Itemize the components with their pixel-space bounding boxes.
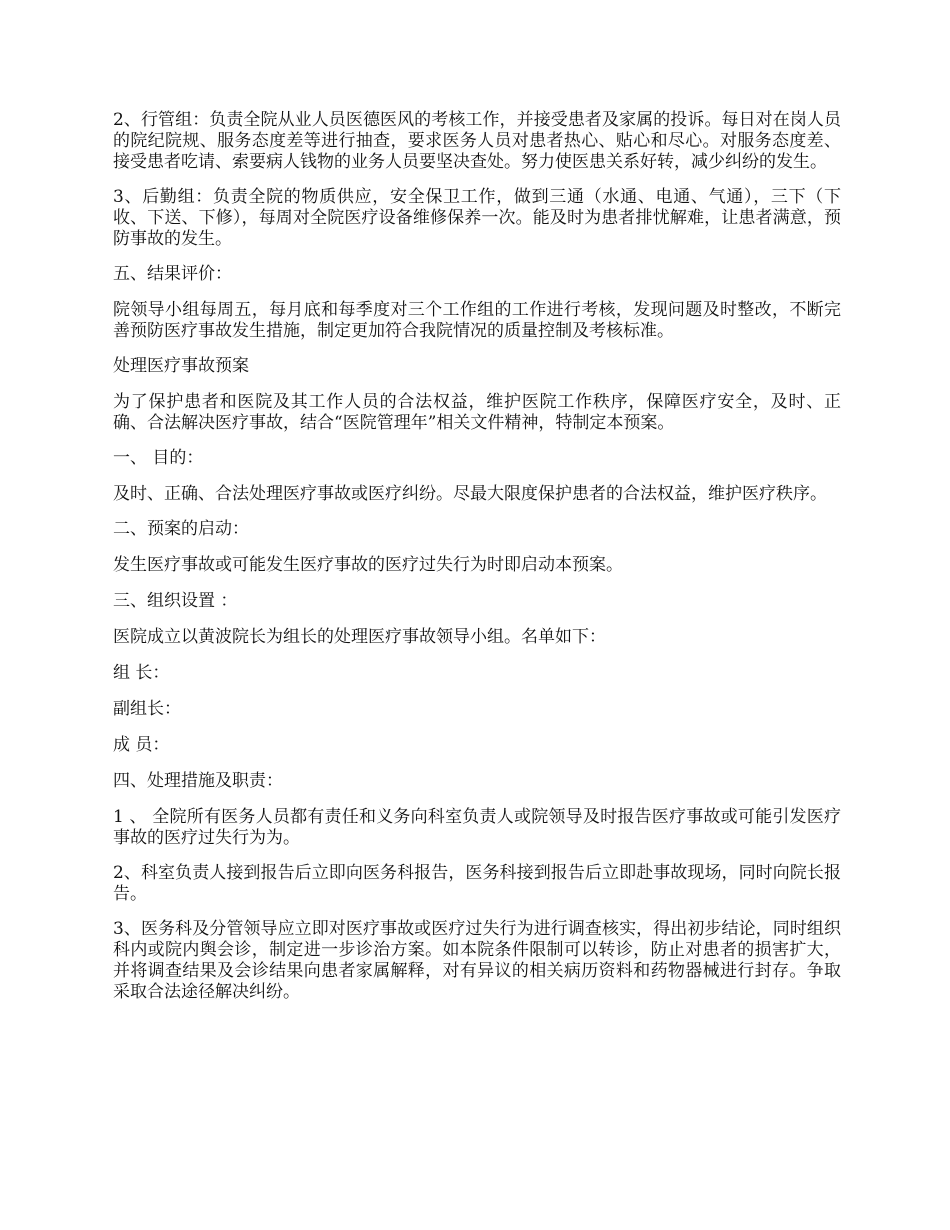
paragraph-measure-3: 3、医务科及分管领导应立即对医疗事故或医疗过失行为进行调查核实，得出初步结论，同时组织科内或院内舆会诊，制定进一步诊治方案。如本院条件限制可以转诊，防止对患者的损害扩大，并将调查结果及会诊结果向患者家属解释，对有异议的相关病历资料和药物器械进行封存。争取采取合法途径解决纠纷。	[113, 919, 841, 1002]
paragraph-measure-1: 1 、 全院所有医务人员都有责任和义务向科室负责人或院领导及时报告医疗事故或可能引发医疗事故的医疗过失行为为。	[113, 807, 841, 848]
paragraph-evaluation-detail: 院领导小组每周五，每月底和每季度对三个工作组的工作进行考核，发现问题及时整改，不断完善预防医疗事故发生措施，制定更加符合我院情况的质量控制及考核标准。	[113, 300, 841, 341]
paragraph-organization: 医院成立以黄波院长为组长的处理医疗事故领导小组。名单如下：	[113, 627, 606, 647]
paragraph-activation: 发生医疗事故或可能发生医疗事故的医疗过失行为时即启动本预案。	[113, 555, 623, 575]
paragraph-plan-intro: 为了保护患者和医院及其工作人员的合法权益，维护医院工作秩序，保障医疗安全，及时、正确、合法解决医疗事故，结合“医院管理年”相关文件精神，特制定本预案。	[113, 392, 841, 433]
paragraph-admin-group: 2、行管组：负责全院从业人员医德医风的考核工作，并接受患者及家属的投诉。每日对在岗人员的院纪院规、服务态度差等进行抽查，要求医务人员对患者热心、贴心和尽心。对服务态度差、接受患者吃请、索要病人钱物的业务人员要坚决查处。努力使医患关系好转，减少纠纷的发生。	[113, 110, 841, 172]
section-heading-result-evaluation: 五、结果评价：	[113, 264, 232, 284]
roster-members: 成 员：	[113, 735, 170, 755]
paragraph-measure-2: 2、科室负责人接到报告后立即向医务科报告，医务科接到报告后立即赴事故现场，同时向院长报告。	[113, 863, 841, 904]
section-heading-activation: 二、预案的启动：	[113, 519, 249, 539]
section-heading-purpose: 一、 目的：	[113, 448, 204, 468]
roster-deputy-leader: 副组长：	[113, 699, 181, 719]
document-title-accident-plan: 处理医疗事故预案	[113, 356, 249, 376]
section-heading-measures: 四、处理措施及职责：	[113, 771, 283, 791]
document-body	[113, 110, 841, 1017]
paragraph-logistics-group: 3、后勤组：负责全院的物质供应，安全保卫工作，做到三通（水通、电通、气通），三下（下收、下送、下修），每周对全院医疗设备维修保养一次。能及时为患者排忧解难，让患者满意，预防事故的发生。	[113, 187, 841, 249]
paragraph-purpose: 及时、正确、合法处理医疗事故或医疗纠纷。尽最大限度保护患者的合法权益，维护医疗秩序。	[113, 484, 827, 504]
section-heading-organization: 三、组织设置 ：	[113, 591, 238, 611]
roster-leader: 组 长：	[113, 663, 170, 683]
